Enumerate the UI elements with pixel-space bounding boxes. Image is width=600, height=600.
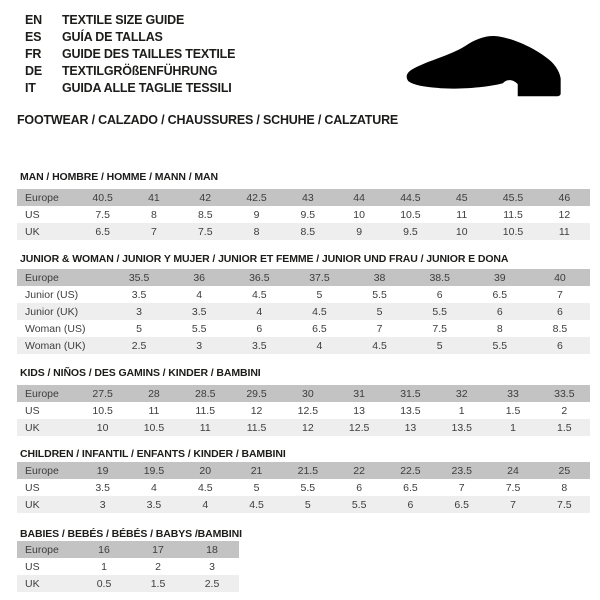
size-value-cell: 46: [539, 189, 590, 206]
size-value-cell: 19: [77, 462, 128, 479]
size-table-section: [17, 253, 590, 354]
size-table-section: [17, 448, 590, 513]
size-value-cell: 44: [333, 189, 384, 206]
row-label-cell: Woman (US): [17, 320, 109, 337]
size-value-cell: 11.5: [180, 402, 231, 419]
size-value-cell: 11.5: [487, 206, 538, 223]
size-value-cell: 25: [539, 462, 590, 479]
size-table: [17, 189, 590, 240]
dress-shoe-icon: [396, 30, 576, 100]
size-value-cell: 6: [530, 303, 590, 320]
size-value-cell: 6.5: [77, 223, 128, 240]
language-line-en: [25, 11, 235, 28]
row-label-cell: US: [17, 402, 77, 419]
size-value-cell: 16: [77, 541, 131, 558]
size-value-cell: 35.5: [109, 269, 169, 286]
size-value-cell: 4: [180, 496, 231, 513]
size-value-cell: 5: [231, 479, 282, 496]
size-value-cell: 3.5: [77, 479, 128, 496]
size-value-cell: 45: [436, 189, 487, 206]
table-row: [17, 337, 590, 354]
size-value-cell: 5.5: [470, 337, 530, 354]
size-value-cell: 11: [539, 223, 590, 240]
size-value-cell: 4.5: [231, 496, 282, 513]
table-row: [17, 402, 590, 419]
table-row: [17, 575, 239, 592]
row-label-cell: Junior (US): [17, 286, 109, 303]
language-title-list: [25, 11, 235, 96]
size-value-cell: 7.5: [539, 496, 590, 513]
row-label-cell: US: [17, 558, 77, 575]
size-value-cell: 11: [436, 206, 487, 223]
size-value-cell: 6.5: [385, 479, 436, 496]
size-value-cell: 5: [282, 496, 333, 513]
size-value-cell: 4: [229, 303, 289, 320]
row-label-cell: US: [17, 206, 77, 223]
language-title: GUIDE DES TAILLES TEXTILE: [62, 46, 236, 61]
size-value-cell: 23.5: [436, 462, 487, 479]
row-label-cell: Europe: [17, 541, 77, 558]
size-value-cell: 38.5: [410, 269, 470, 286]
size-value-cell: 31.5: [385, 385, 436, 402]
size-value-cell: 20: [180, 462, 231, 479]
size-value-cell: 3.5: [109, 286, 169, 303]
row-label-cell: US: [17, 479, 77, 496]
language-line-de: [25, 62, 235, 79]
size-value-cell: 29.5: [231, 385, 282, 402]
size-value-cell: 8: [470, 320, 530, 337]
size-value-cell: 5: [350, 303, 410, 320]
table-title: JUNIOR & WOMAN / JUNIOR Y MUJER / JUNIOR ET FEMME / JUNIOR UND FRAU / JUNIOR E DONA: [20, 253, 509, 265]
size-value-cell: 8.5: [530, 320, 590, 337]
size-value-cell: 7: [530, 286, 590, 303]
row-label-cell: UK: [17, 496, 77, 513]
size-value-cell: 10.5: [487, 223, 538, 240]
size-value-cell: 9.5: [282, 206, 333, 223]
language-line-fr: [25, 45, 235, 62]
size-value-cell: 5.5: [350, 286, 410, 303]
table-row: [17, 541, 239, 558]
size-value-cell: 10.5: [77, 402, 128, 419]
table-title: MAN / HOMBRE / HOMME / MANN / MAN: [20, 171, 218, 183]
size-value-cell: 45.5: [487, 189, 538, 206]
size-value-cell: 6: [333, 479, 384, 496]
size-table: [17, 269, 590, 354]
size-value-cell: 44.5: [385, 189, 436, 206]
size-value-cell: 21.5: [282, 462, 333, 479]
size-value-cell: 10.5: [385, 206, 436, 223]
table-row: [17, 269, 590, 286]
size-value-cell: 7: [487, 496, 538, 513]
size-value-cell: 3: [185, 558, 239, 575]
size-value-cell: 3: [169, 337, 229, 354]
size-value-cell: 18: [185, 541, 239, 558]
table-row: [17, 320, 590, 337]
size-value-cell: 33: [487, 385, 538, 402]
size-value-cell: 40: [530, 269, 590, 286]
size-value-cell: 42: [180, 189, 231, 206]
table-title: BABIES / BEBÉS / BÉBÉS / BABYS /BAMBINI: [20, 528, 242, 540]
size-value-cell: 9: [231, 206, 282, 223]
size-table: [17, 462, 590, 513]
size-value-cell: 3.5: [128, 496, 179, 513]
table-row: [17, 303, 590, 320]
size-value-cell: 7.5: [410, 320, 470, 337]
size-value-cell: 39: [470, 269, 530, 286]
row-label-cell: UK: [17, 419, 77, 436]
size-value-cell: 6: [385, 496, 436, 513]
size-value-cell: 1.5: [487, 402, 538, 419]
size-value-cell: 2: [131, 558, 185, 575]
size-value-cell: 38: [350, 269, 410, 286]
size-value-cell: 8.5: [282, 223, 333, 240]
size-value-cell: 5: [410, 337, 470, 354]
size-value-cell: 8.5: [180, 206, 231, 223]
size-value-cell: 6: [530, 337, 590, 354]
row-label-cell: Europe: [17, 269, 109, 286]
size-value-cell: 13.5: [436, 419, 487, 436]
language-code: EN: [25, 12, 42, 27]
size-value-cell: 6: [229, 320, 289, 337]
size-value-cell: 1.5: [131, 575, 185, 592]
size-value-cell: 17: [131, 541, 185, 558]
size-value-cell: 2: [539, 402, 590, 419]
size-value-cell: 4.5: [350, 337, 410, 354]
row-label-cell: Europe: [17, 189, 77, 206]
table-row: [17, 189, 590, 206]
language-code: FR: [25, 46, 42, 61]
size-value-cell: 8: [128, 206, 179, 223]
size-value-cell: 41: [128, 189, 179, 206]
size-value-cell: 7: [128, 223, 179, 240]
row-label-cell: Europe: [17, 385, 77, 402]
size-value-cell: 5: [289, 286, 349, 303]
size-value-cell: 12: [231, 402, 282, 419]
size-table-section: [17, 171, 590, 240]
language-title: GUÍA DE TALLAS: [62, 29, 163, 44]
size-value-cell: 13.5: [385, 402, 436, 419]
size-value-cell: 22.5: [385, 462, 436, 479]
size-value-cell: 6: [470, 303, 530, 320]
size-value-cell: 3.5: [169, 303, 229, 320]
table-row: [17, 286, 590, 303]
language-code: ES: [25, 29, 42, 44]
size-value-cell: 8: [231, 223, 282, 240]
size-value-cell: 12.5: [282, 402, 333, 419]
size-value-cell: 5.5: [410, 303, 470, 320]
size-value-cell: 5.5: [333, 496, 384, 513]
size-value-cell: 22: [333, 462, 384, 479]
size-value-cell: 1.5: [539, 419, 590, 436]
table-row: [17, 206, 590, 223]
language-title: TEXTILE SIZE GUIDE: [62, 12, 185, 27]
table-row: [17, 419, 590, 436]
size-value-cell: 11: [180, 419, 231, 436]
table-title: CHILDREN / INFANTIL / ENFANTS / KINDER / BAMBINI: [20, 448, 286, 460]
size-table-section: [17, 367, 590, 436]
size-value-cell: 1: [77, 558, 131, 575]
table-title: KIDS / NIÑOS / DES GAMINS / KINDER / BAMBINI: [20, 367, 261, 379]
size-value-cell: 7.5: [180, 223, 231, 240]
size-value-cell: 33.5: [539, 385, 590, 402]
table-row: [17, 462, 590, 479]
size-value-cell: 12: [539, 206, 590, 223]
size-value-cell: 4.5: [180, 479, 231, 496]
size-value-cell: 31: [333, 385, 384, 402]
table-row: [17, 479, 590, 496]
size-table: [17, 385, 590, 436]
size-value-cell: 10: [436, 223, 487, 240]
size-value-cell: 7.5: [487, 479, 538, 496]
size-value-cell: 2.5: [109, 337, 169, 354]
size-value-cell: 24: [487, 462, 538, 479]
size-value-cell: 11.5: [231, 419, 282, 436]
size-value-cell: 7: [436, 479, 487, 496]
row-label-cell: UK: [17, 575, 77, 592]
size-value-cell: 1: [436, 402, 487, 419]
table-row: [17, 496, 590, 513]
size-value-cell: 3.5: [229, 337, 289, 354]
table-row: [17, 223, 590, 240]
size-value-cell: 28.5: [180, 385, 231, 402]
size-value-cell: 12.5: [333, 419, 384, 436]
size-value-cell: 43: [282, 189, 333, 206]
size-table: [17, 541, 239, 592]
size-value-cell: 40.5: [77, 189, 128, 206]
size-value-cell: 9: [333, 223, 384, 240]
language-code: DE: [25, 63, 42, 78]
size-value-cell: 9.5: [385, 223, 436, 240]
language-line-es: [25, 28, 235, 45]
language-title: GUIDA ALLE TAGLIE TESSILI: [62, 80, 232, 95]
size-value-cell: 3: [109, 303, 169, 320]
size-table-section: [17, 528, 590, 592]
size-value-cell: 27.5: [77, 385, 128, 402]
size-value-cell: 4.5: [289, 303, 349, 320]
size-value-cell: 28: [128, 385, 179, 402]
size-value-cell: 5: [109, 320, 169, 337]
size-value-cell: 32: [436, 385, 487, 402]
size-value-cell: 4: [289, 337, 349, 354]
size-value-cell: 12: [282, 419, 333, 436]
row-label-cell: Woman (UK): [17, 337, 109, 354]
size-value-cell: 6.5: [436, 496, 487, 513]
size-value-cell: 3: [77, 496, 128, 513]
size-value-cell: 1: [487, 419, 538, 436]
size-value-cell: 13: [333, 402, 384, 419]
category-heading: FOOTWEAR / CALZADO / CHAUSSURES / SCHUHE / CALZATURE: [17, 113, 399, 127]
size-value-cell: 11: [128, 402, 179, 419]
size-value-cell: 6.5: [470, 286, 530, 303]
size-value-cell: 8: [539, 479, 590, 496]
size-value-cell: 10: [77, 419, 128, 436]
language-title: TEXTILGRÖßENFÜHRUNG: [62, 63, 218, 78]
table-row: [17, 385, 590, 402]
size-value-cell: 19.5: [128, 462, 179, 479]
size-value-cell: 6: [410, 286, 470, 303]
size-value-cell: 10.5: [128, 419, 179, 436]
size-value-cell: 5.5: [169, 320, 229, 337]
size-value-cell: 42.5: [231, 189, 282, 206]
size-value-cell: 7: [350, 320, 410, 337]
size-value-cell: 36: [169, 269, 229, 286]
size-value-cell: 4: [128, 479, 179, 496]
size-value-cell: 10: [333, 206, 384, 223]
size-value-cell: 30: [282, 385, 333, 402]
row-label-cell: UK: [17, 223, 77, 240]
row-label-cell: Junior (UK): [17, 303, 109, 320]
size-value-cell: 7.5: [77, 206, 128, 223]
language-line-it: [25, 79, 235, 96]
size-value-cell: 0.5: [77, 575, 131, 592]
size-value-cell: 4: [169, 286, 229, 303]
size-value-cell: 21: [231, 462, 282, 479]
size-value-cell: 6.5: [289, 320, 349, 337]
row-label-cell: Europe: [17, 462, 77, 479]
size-value-cell: 37.5: [289, 269, 349, 286]
size-value-cell: 13: [385, 419, 436, 436]
size-value-cell: 2.5: [185, 575, 239, 592]
table-row: [17, 558, 239, 575]
size-value-cell: 36.5: [229, 269, 289, 286]
size-value-cell: 5.5: [282, 479, 333, 496]
size-value-cell: 4.5: [229, 286, 289, 303]
language-code: IT: [25, 80, 36, 95]
